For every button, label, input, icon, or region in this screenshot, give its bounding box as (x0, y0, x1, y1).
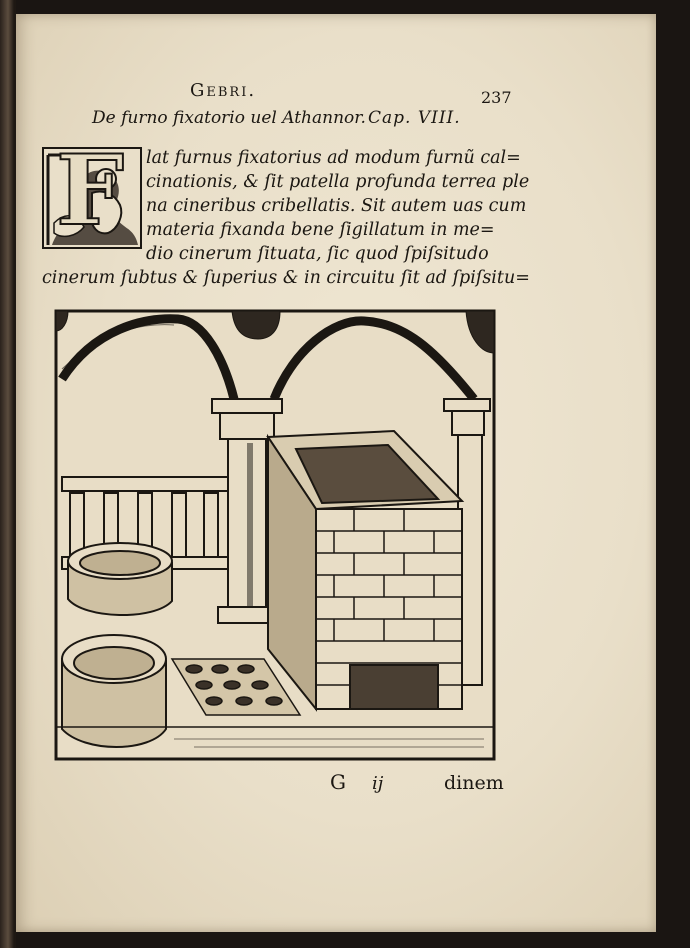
body-line: cinerum ſubtus & ſuperius & in circuitu ſit ad ſpiſsitu= (42, 268, 530, 288)
body-line: materia fixanda bene ſigillatum in me= (146, 220, 495, 240)
signature-mark: G (330, 770, 346, 794)
body-line: na cineribus cribellatis. Sit autem uas cum (146, 196, 527, 216)
decorated-initial (42, 147, 142, 249)
body-line: lat furnus fixatorius ad modum furnũ cal= (146, 148, 521, 168)
initial-letter: F (56, 147, 125, 247)
body-line: cinationis, & ſit patella profunda terrea ple (146, 172, 530, 192)
chapter-number: Cap. VIII. (368, 108, 461, 128)
catchword: dinem (444, 772, 504, 794)
chapter-title: De furno fixatorio uel Athannor. (92, 108, 366, 128)
athanor-woodcut-illustration (54, 309, 496, 761)
cinder-pan-upper (68, 543, 172, 615)
signature-number: ij (372, 773, 384, 794)
page-number: 237 (481, 88, 512, 107)
body-line: dio cinerum ſituata, ſic quod ſpiſsitudo (146, 244, 489, 264)
running-head: Gebri. (190, 80, 257, 101)
furnace-athanor (268, 431, 462, 709)
cinder-pan-lower (62, 635, 166, 747)
